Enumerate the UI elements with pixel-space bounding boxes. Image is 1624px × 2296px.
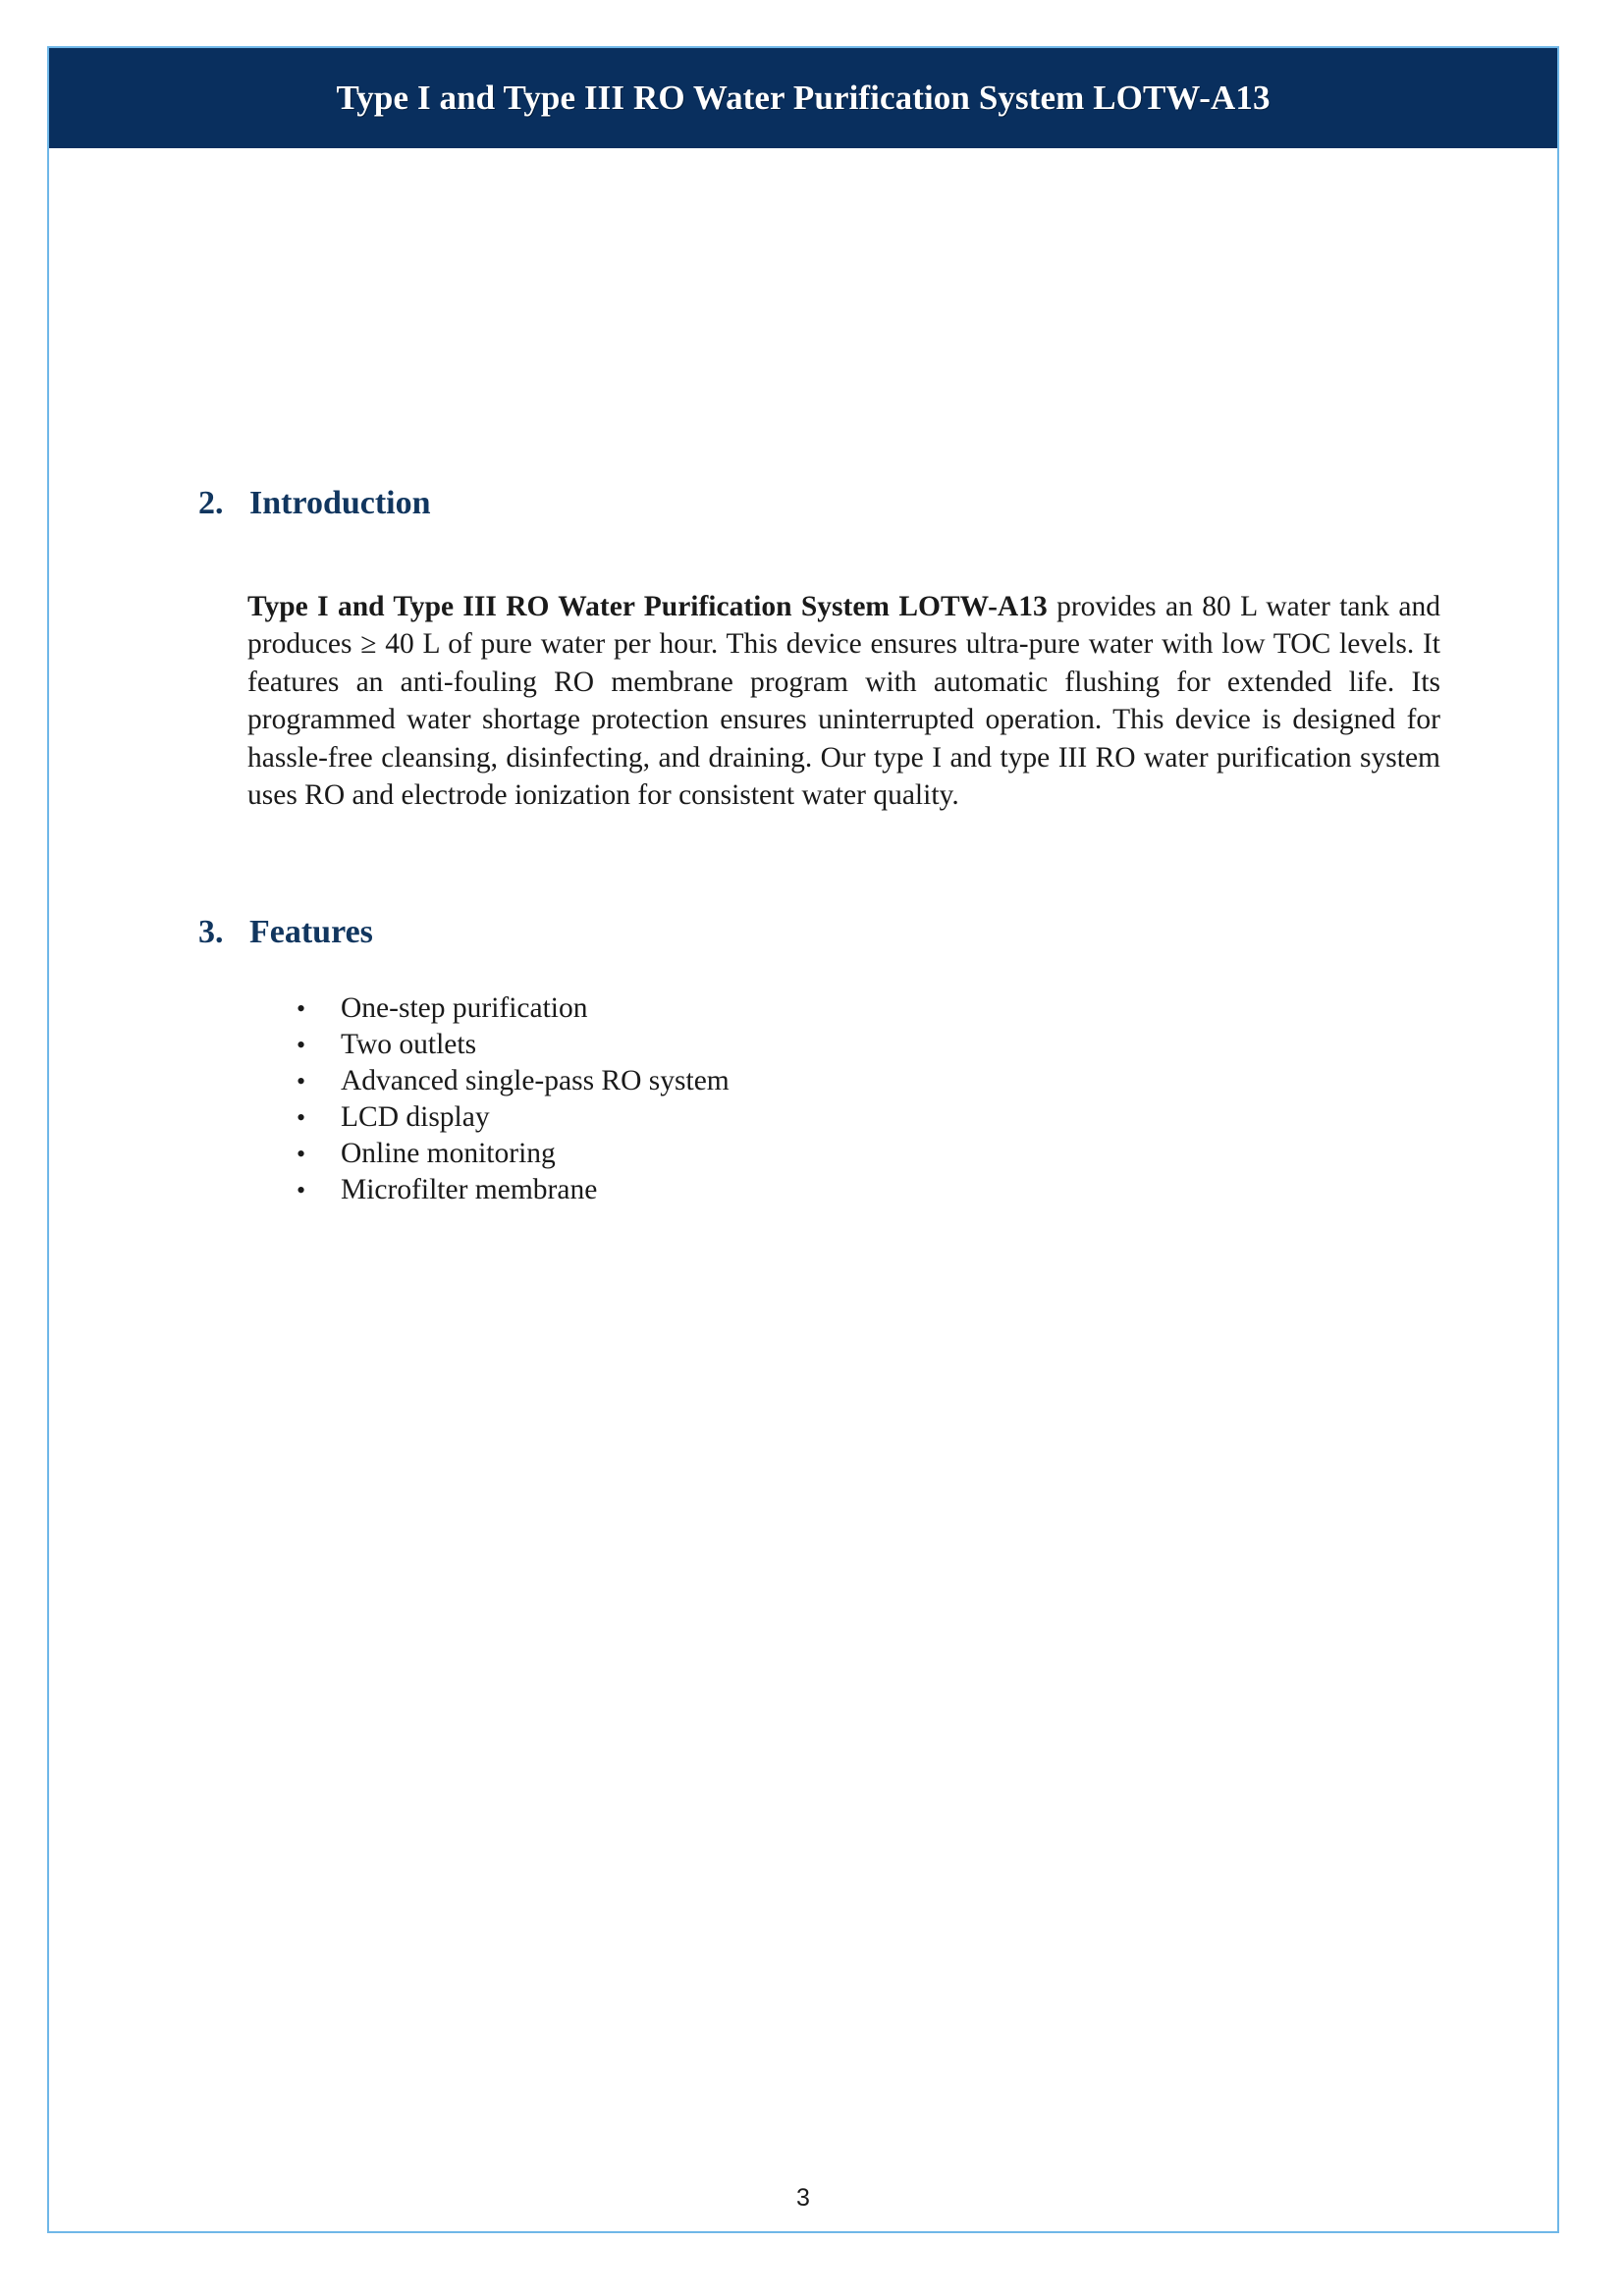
list-item [247,1172,1440,1208]
list-item [247,1136,1440,1172]
bullet-icon: • [297,1067,306,1095]
header-banner [49,48,1557,148]
page-number: 3 [796,2184,810,2212]
list-item [247,1099,1440,1136]
list-item-label: Online monitoring [341,1138,556,1169]
list-item [247,1027,1440,1063]
introduction-paragraph-lead: Type I and Type III RO Water Purification System LOTW-A13 [247,590,1048,622]
list-item [247,1063,1440,1099]
bullet-icon: • [297,1103,306,1132]
document-page [47,46,1559,2233]
document-title: Type I and Type III RO Water Purification System LOTW-A13 [336,79,1271,117]
bullet-icon: • [297,1176,306,1204]
bullet-icon: • [297,994,306,1023]
features-list [247,990,1440,1208]
section-number: 3. [198,914,224,950]
introduction-paragraph-body: provides an 80 L water tank and produces ≥ 40 L of pure water per hour. This device ensures ultra-pure water with low TOC levels. It features an anti-fouling RO membrane program with automatic flushing for extended life. Its programmed water shortage protection ensures uninterrupted operation. This device is designed for hassle-free cleansing, disinfecting, and draining. Our type I and type III RO water purification system uses RO and electrode ionization for consistent water quality. [247,590,1440,811]
list-item-label: Two outlets [341,1029,477,1060]
page-content [49,148,1557,2231]
list-item [247,990,1440,1027]
section-title: Introduction [249,485,431,521]
section-number: 2. [198,485,224,521]
section-title: Features [249,914,373,950]
section-heading-introduction [198,485,431,522]
bullet-icon: • [297,1031,306,1059]
list-item-label: LCD display [341,1101,490,1133]
list-item-label: Advanced single-pass RO system [341,1065,730,1096]
list-item-label: One-step purification [341,992,588,1024]
bullet-icon: • [297,1140,306,1168]
introduction-paragraph [247,588,1440,815]
list-item-label: Microfilter membrane [341,1174,598,1205]
section-heading-features [198,914,373,951]
